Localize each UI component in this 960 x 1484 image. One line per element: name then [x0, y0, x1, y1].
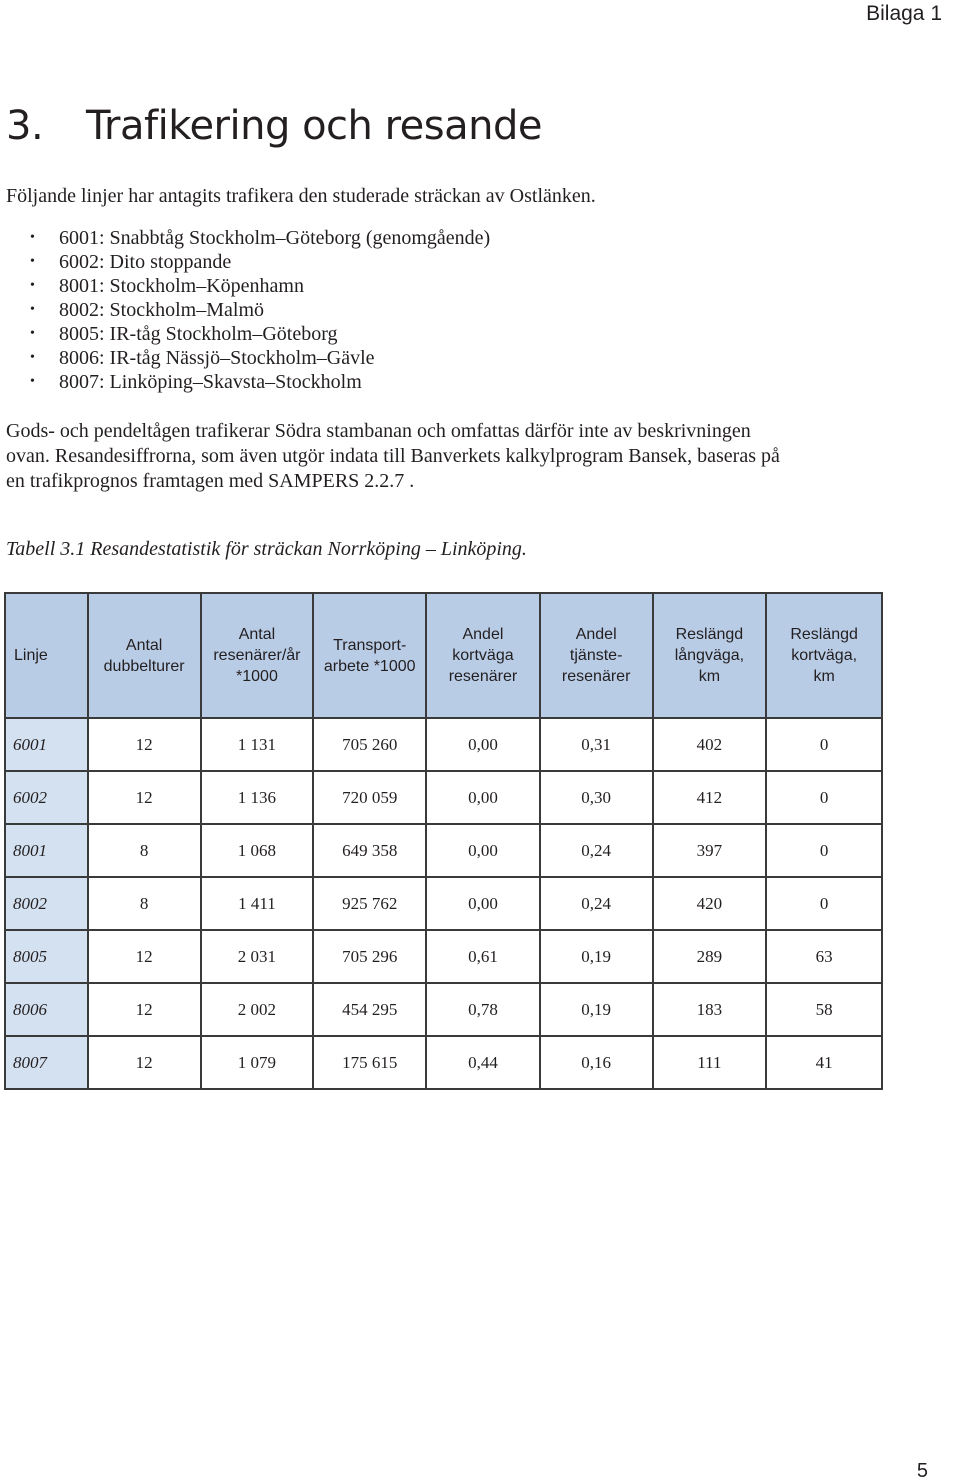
table-row: [5, 718, 882, 771]
table-row: [5, 877, 882, 930]
appendix-label: Bilaga 1: [866, 2, 942, 25]
table-cell: 397: [653, 824, 767, 877]
cell-linje: 8005: [5, 930, 88, 983]
table-cell: 0,16: [540, 1036, 653, 1089]
table-cell: 649 358: [313, 824, 426, 877]
table-cell: 0,31: [540, 718, 653, 771]
list-item: [0, 370, 490, 394]
list-item-text: 8006: IR-tåg Nässjö–Stockholm–Gävle: [59, 347, 375, 369]
column-header-reslangd-kortvaga: Reslängd kortväga, km: [766, 593, 882, 718]
cell-linje: 6001: [5, 718, 88, 771]
table-cell: 0: [766, 771, 882, 824]
column-header-reslangd-langvaga: Reslängd långväga, km: [653, 593, 767, 718]
table-cell: 0,78: [426, 983, 540, 1036]
table-cell: 1 068: [201, 824, 314, 877]
bullet-icon: •: [30, 230, 35, 245]
table-cell: 0,00: [426, 718, 540, 771]
bullet-icon: •: [30, 374, 35, 389]
table-cell: 2 031: [201, 930, 314, 983]
cell-linje: 8006: [5, 983, 88, 1036]
table-cell: 412: [653, 771, 767, 824]
table-cell: 0: [766, 877, 882, 930]
section-title: Trafikering och resande: [86, 103, 542, 149]
body-paragraph: [6, 419, 906, 494]
table-cell: 0,19: [540, 930, 653, 983]
table-cell: 8: [88, 877, 201, 930]
column-header-linje: Linje: [5, 593, 88, 718]
cell-linje: 8001: [5, 824, 88, 877]
table-cell: 925 762: [313, 877, 426, 930]
train-lines-list: [0, 226, 490, 394]
table-cell: 12: [88, 718, 201, 771]
list-item: [0, 226, 490, 250]
table-cell: 175 615: [313, 1036, 426, 1089]
table-cell: 1 079: [201, 1036, 314, 1089]
section-heading: [6, 103, 542, 149]
column-header-dubbelturer: Antal dubbelturer: [88, 593, 201, 718]
bullet-icon: •: [30, 254, 35, 269]
table-cell: 1 411: [201, 877, 314, 930]
table-cell: 1 136: [201, 771, 314, 824]
page-number: 5: [916, 1460, 928, 1482]
table-cell: 63: [766, 930, 882, 983]
list-item-text: 8002: Stockholm–Malmö: [59, 299, 264, 321]
bullet-icon: •: [30, 278, 35, 293]
table-row: [5, 1036, 882, 1089]
table-row: [5, 983, 882, 1036]
table-cell: 0,00: [426, 824, 540, 877]
column-header-andel-tjanste: Andel tjänste- resenärer: [540, 593, 653, 718]
table-cell: 0,24: [540, 824, 653, 877]
cell-linje: 6002: [5, 771, 88, 824]
table-cell: 111: [653, 1036, 767, 1089]
table-cell: 12: [88, 771, 201, 824]
bullet-icon: •: [30, 302, 35, 317]
list-item-text: 6002: Dito stoppande: [59, 251, 232, 273]
paragraph-line: Gods- och pendeltågen trafikerar Södra stambanan och omfattas därför inte av beskrivningen: [6, 420, 751, 442]
table-cell: 41: [766, 1036, 882, 1089]
cell-linje: 8007: [5, 1036, 88, 1089]
table-cell: 0: [766, 824, 882, 877]
table-cell: 0,61: [426, 930, 540, 983]
table-cell: 12: [88, 930, 201, 983]
section-number: 3.: [6, 103, 44, 149]
table-cell: 0,00: [426, 771, 540, 824]
passenger-statistics-table: [4, 592, 883, 1090]
table-cell: 402: [653, 718, 767, 771]
table-row: [5, 824, 882, 877]
table-cell: 2 002: [201, 983, 314, 1036]
cell-linje: 8002: [5, 877, 88, 930]
intro-text: Följande linjer har antagits trafikera den studerade sträckan av Ostlänken.: [6, 185, 596, 207]
list-item: [0, 346, 490, 370]
list-item-text: 8007: Linköping–Skavsta–Stockholm: [59, 371, 362, 393]
table-cell: 12: [88, 1036, 201, 1089]
list-item-text: 8005: IR-tåg Stockholm–Göteborg: [59, 323, 338, 345]
table-cell: 420: [653, 877, 767, 930]
list-item: [0, 250, 490, 274]
table-row: [5, 771, 882, 824]
table-cell: 720 059: [313, 771, 426, 824]
table-cell: 454 295: [313, 983, 426, 1036]
list-item: [0, 322, 490, 346]
bullet-icon: •: [30, 350, 35, 365]
table-cell: 705 260: [313, 718, 426, 771]
list-item-text: 6001: Snabbtåg Stockholm–Göteborg (genomgående): [59, 227, 491, 249]
column-header-andel-kortvaga: Andel kortväga resenärer: [426, 593, 540, 718]
paragraph-line: en trafikprognos framtagen med SAMPERS 2.2.7 .: [6, 470, 415, 492]
table-header-row: [5, 593, 882, 718]
table-cell: 58: [766, 983, 882, 1036]
table-caption: Tabell 3.1 Resandestatistik för sträckan Norrköping – Linköping.: [6, 538, 527, 560]
table-cell: 289: [653, 930, 767, 983]
table-cell: 705 296: [313, 930, 426, 983]
table-cell: 0,24: [540, 877, 653, 930]
table-cell: 8: [88, 824, 201, 877]
paragraph-line: ovan. Resandesiffrorna, som även utgör indata till Banverkets kalkylprogram Bansek, baseras på: [6, 445, 780, 467]
table-cell: 1 131: [201, 718, 314, 771]
bullet-icon: •: [30, 326, 35, 341]
list-item-text: 8001: Stockholm–Köpenhamn: [59, 275, 304, 297]
table-cell: 0,30: [540, 771, 653, 824]
column-header-transportarbete: Transport- arbete *1000: [313, 593, 426, 718]
column-header-resenarer: Antal resenärer/år *1000: [201, 593, 314, 718]
table-cell: 0,44: [426, 1036, 540, 1089]
table-row: [5, 930, 882, 983]
table-cell: 12: [88, 983, 201, 1036]
list-item: [0, 274, 490, 298]
table-cell: 0,19: [540, 983, 653, 1036]
table-cell: 0: [766, 718, 882, 771]
table-cell: 183: [653, 983, 767, 1036]
table-cell: 0,00: [426, 877, 540, 930]
list-item: [0, 298, 490, 322]
